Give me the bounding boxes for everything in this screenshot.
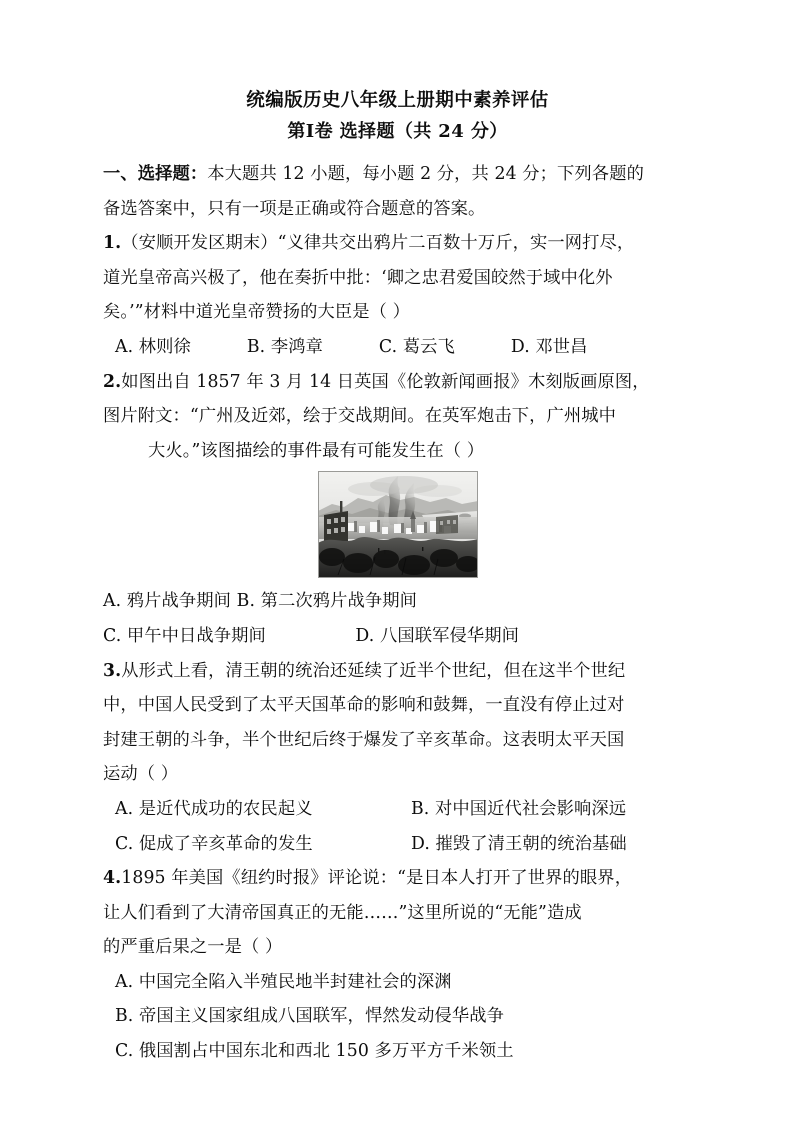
question-1 [103,226,692,364]
question-3-option-c[interactable]: C. 促成了辛亥革命的发生 [115,833,313,854]
question-4 [103,861,692,1069]
question-1-stem-line2-wrap [103,261,692,296]
section-instructions-line2-wrap [103,192,692,227]
section-instructions [103,157,692,192]
question-4-number: 4. [103,868,122,889]
section-instructions-line1: 本大题共 12 小题，每小题 2 分，共 24 分；下列各题的 [207,164,644,184]
question-2-options-row1[interactable]: A. 鸦片战争期间 B. 第二次鸦片战争期间 [103,591,418,612]
question-2-stem-line3: 大火。”该图描绘的事件最有可能发生在（ ） [148,440,485,461]
question-3-option-b[interactable]: B. 对中国近代社会影响深远 [411,798,627,819]
question-2-stem [103,365,692,400]
question-2-number: 2. [103,371,122,392]
question-3-options [103,792,692,861]
section-label: 一、选择题： [103,164,208,184]
question-2-figure [103,471,692,578]
question-3-stem [103,654,692,689]
question-3-option-d[interactable]: D. 摧毁了清王朝的统治基础 [411,833,627,854]
guangzhou-bombardment-engraving [318,471,478,578]
question-4-stem-line2-wrap [103,896,692,931]
question-3-stem-line3-wrap [103,723,692,758]
question-4-stem [103,861,692,896]
question-2-stem-line3-wrap [103,434,692,469]
question-2-stem-line2-wrap [103,399,692,434]
question-3-stem-line2-wrap [103,688,692,723]
question-3-option-a[interactable]: A. 是近代成功的农民起义 [115,798,313,819]
question-3 [103,654,692,862]
question-3-stem-line3: 封建王朝的斗争，半个世纪后终于爆发了辛亥革命。这表明太平天国 [103,729,625,750]
question-1-options[interactable]: A. 林则徐 B. 李鸿章 C. 葛云飞 D. 邓世昌 [115,336,588,357]
question-1-number: 1. [103,233,122,254]
question-3-stem-line4-wrap [103,757,692,792]
question-3-stem-line4: 运动（ ） [103,764,179,785]
question-1-stem [103,226,692,261]
question-1-stem-line2: 道光皇帝高兴极了，他在奏折中批：‘卿之忠君爱国皎然于域中化外 [103,267,613,288]
question-4-stem-line3-wrap [103,930,692,965]
question-4-stem-line3: 的严重后果之一是（ ） [103,937,283,958]
page-title: 统编版历史八年级上册期中素养评估 [246,90,549,111]
question-1-stem-line1: （安顺开发区期末）“义律共交出鸦片二百数十万斤，实一网打尽， [121,233,635,254]
question-3-stem-line1: 从形式上看，清王朝的统治还延续了近半个世纪，但在这半个世纪 [121,660,626,681]
question-4-option-b[interactable]: B. 帝国主义国家组成八国联军，悍然发动侵华战争 [115,1006,504,1027]
question-4-stem-line1: 1895 年美国《纽约时报》评论说：“是日本人打开了世界的眼界， [121,868,633,889]
question-4-options [103,965,692,1069]
question-4-option-c[interactable]: C. 俄国割占中国东北和西北 150 多万平方千米领土 [115,1041,514,1062]
question-2-stem-line2: 图片附文：“广州及近郊，绘于交战期间。在英军炮击下，广州城中 [103,406,616,427]
question-4-stem-line2: 让人们看到了大清帝国真正的无能……”这里所说的“无能”造成 [103,902,582,923]
question-2-stem-line1: 如图出自 1857 年 3 月 14 日英国《伦敦新闻画报》木刻版画原图， [121,371,650,392]
question-1-stem-line3: 矣。’”材料中道光皇帝赞扬的大臣是（ ） [103,302,410,323]
question-2 [103,365,692,654]
question-4-option-a[interactable]: A. 中国完全陷入半殖民地半封建社会的深渊 [115,971,452,992]
question-3-number: 3. [103,660,122,681]
page-content [103,86,692,1069]
page-subtitle: 第Ⅰ卷 选择题（共 24 分） [287,121,508,142]
question-1-stem-line3-wrap [103,295,692,330]
question-3-stem-line2: 中，中国人民受到了太平天国革命的影响和鼓舞，一直没有停止过对 [103,695,625,716]
question-2-options-row2[interactable]: C. 甲午中日战争期间 D. 八国联军侵华期间 [103,625,520,646]
section-instructions-line2: 备选答案中，只有一项是正确或符合题意的答案。 [103,198,486,219]
